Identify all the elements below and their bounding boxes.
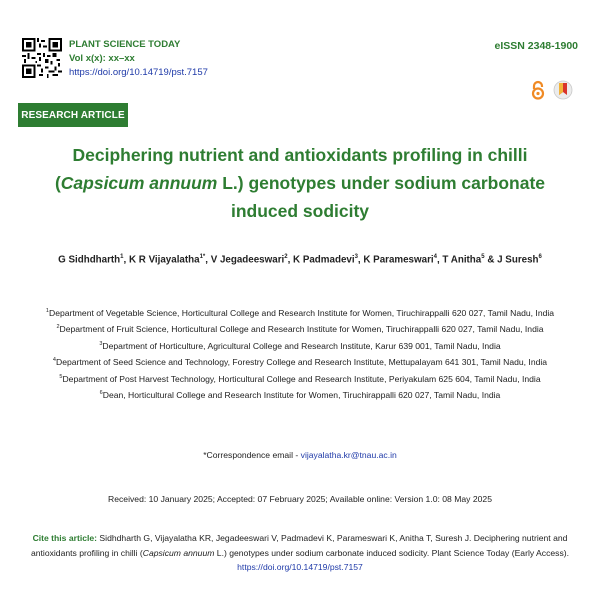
affiliation-sup: 1: [45, 308, 49, 314]
affiliation-text: Department of Horticulture, Agricultural College and Research Institute, Karur 639 001, Tamil Nadu, India: [102, 340, 501, 351]
affiliation-text: Department of Seed Science and Technology, Forestry College and Research Institute, Mettupalayam 641 301, Tamil Nadu, India: [55, 357, 548, 368]
affiliation-text: Department of Fruit Science, Horticultural College and Research Institute for Women, Tiruchirappalli 620 027, Tamil Nadu, India: [59, 324, 544, 335]
citation-species: Capsicum annuum: [142, 547, 215, 558]
author-separator: ,: [436, 254, 443, 266]
author-name: J Suresh: [497, 254, 539, 266]
author-name: V Jegadeeswari: [210, 254, 285, 266]
author-name: G Sidhdharth: [58, 254, 121, 266]
affiliation-text: Dean, Horticultural College and Research Institute for Women, Tiruchirappalli 620 027, Tamil Nadu, India: [102, 390, 501, 401]
author-sup: 4: [433, 254, 437, 260]
affiliation-list: [20, 304, 580, 403]
affiliation-sup: 2: [56, 324, 60, 331]
author-name: K Parameswari: [363, 254, 434, 266]
author-separator: ,: [205, 254, 211, 266]
citation-label: Cite this article:: [32, 533, 98, 543]
journal-info: [69, 38, 208, 80]
affiliation-sup: 6: [99, 390, 103, 397]
affiliation-item: [20, 304, 580, 320]
author-separator: ,: [123, 254, 129, 266]
author-separator: &: [484, 254, 498, 266]
author-separator: ,: [287, 254, 294, 266]
title-paren: (: [54, 173, 61, 193]
author-sup: 1*: [199, 254, 206, 260]
affiliation-item: [20, 320, 580, 336]
author-sup: 2: [284, 254, 288, 260]
title-line-1: Deciphering nutrient and antioxidants profiling in chilli: [72, 145, 528, 165]
author-sup: 5: [481, 254, 485, 260]
affiliation-sup: 3: [99, 340, 103, 347]
correspondence: [20, 450, 580, 460]
qr-code-icon: [22, 38, 62, 78]
title-species: Capsicum annuum: [60, 173, 218, 193]
affiliation-item: [20, 370, 580, 386]
author-sup: 6: [538, 254, 542, 260]
journal-volume: Vol x(x): xx–xx: [69, 53, 135, 64]
author-name: K Padmadevi: [293, 254, 355, 266]
journal-name: PLANT SCIENCE TODAY: [69, 39, 181, 50]
open-access-icon[interactable]: [531, 80, 545, 100]
correspondence-email-link[interactable]: vijayalatha.kr@tnau.ac.in: [300, 450, 397, 460]
citation-text-before: Sidhdharth G, Vijayalatha KR, Jegadeeswari V, Padmadevi K, Parameswari K, Anitha T, Suresh J. Deciphering nutrient and antioxidants profiling in chilli (: [30, 533, 568, 558]
author-list: [20, 254, 580, 265]
affiliation-text: Department of Post Harvest Technology, Horticultural College and Research Institute, Periyakulam 625 604, Tamil Nadu, India: [62, 373, 541, 384]
affiliation-item: [20, 353, 580, 369]
affiliation-item: [20, 386, 580, 402]
correspondence-label: *Correspondence email -: [203, 450, 301, 460]
affiliation-text: Department of Vegetable Science, Horticultural College and Research Institute for Women, Tiruchirappalli 620 027, Tamil Nadu, India: [48, 307, 555, 318]
article-title: [30, 141, 570, 225]
title-line-2: [30, 169, 570, 197]
eissn: eISSN 2348-1900: [494, 40, 578, 52]
citation: [20, 531, 580, 575]
title-line-2-rest: L.) genotypes under sodium carbonate: [217, 173, 546, 193]
article-type-badge: RESEARCH ARTICLE: [18, 103, 128, 127]
title-line-3: induced sodicity: [230, 201, 370, 221]
article-dates: Received: 10 January 2025; Accepted: 07 February 2025; Available online: Version 1.0: 08 May 2025: [108, 494, 492, 504]
author-separator: ,: [357, 254, 364, 266]
author-sup: 1: [120, 254, 124, 260]
affiliation-sup: 4: [52, 357, 56, 364]
citation-doi-link[interactable]: https://doi.org/10.14719/pst.7157: [237, 562, 363, 572]
crossmark-icon[interactable]: [553, 79, 573, 101]
affiliation-sup: 5: [59, 373, 63, 380]
author-name: T Anitha: [442, 254, 482, 266]
affiliation-item: [20, 337, 580, 353]
author-name: K R Vijayalatha: [128, 254, 200, 266]
journal-doi-link[interactable]: https://doi.org/10.14719/pst.7157: [69, 67, 208, 78]
citation-text-after: L.) genotypes under sodium carbonate induced sodicity. Plant Science Today (Early Access).: [214, 547, 570, 558]
author-sup: 3: [354, 254, 358, 260]
